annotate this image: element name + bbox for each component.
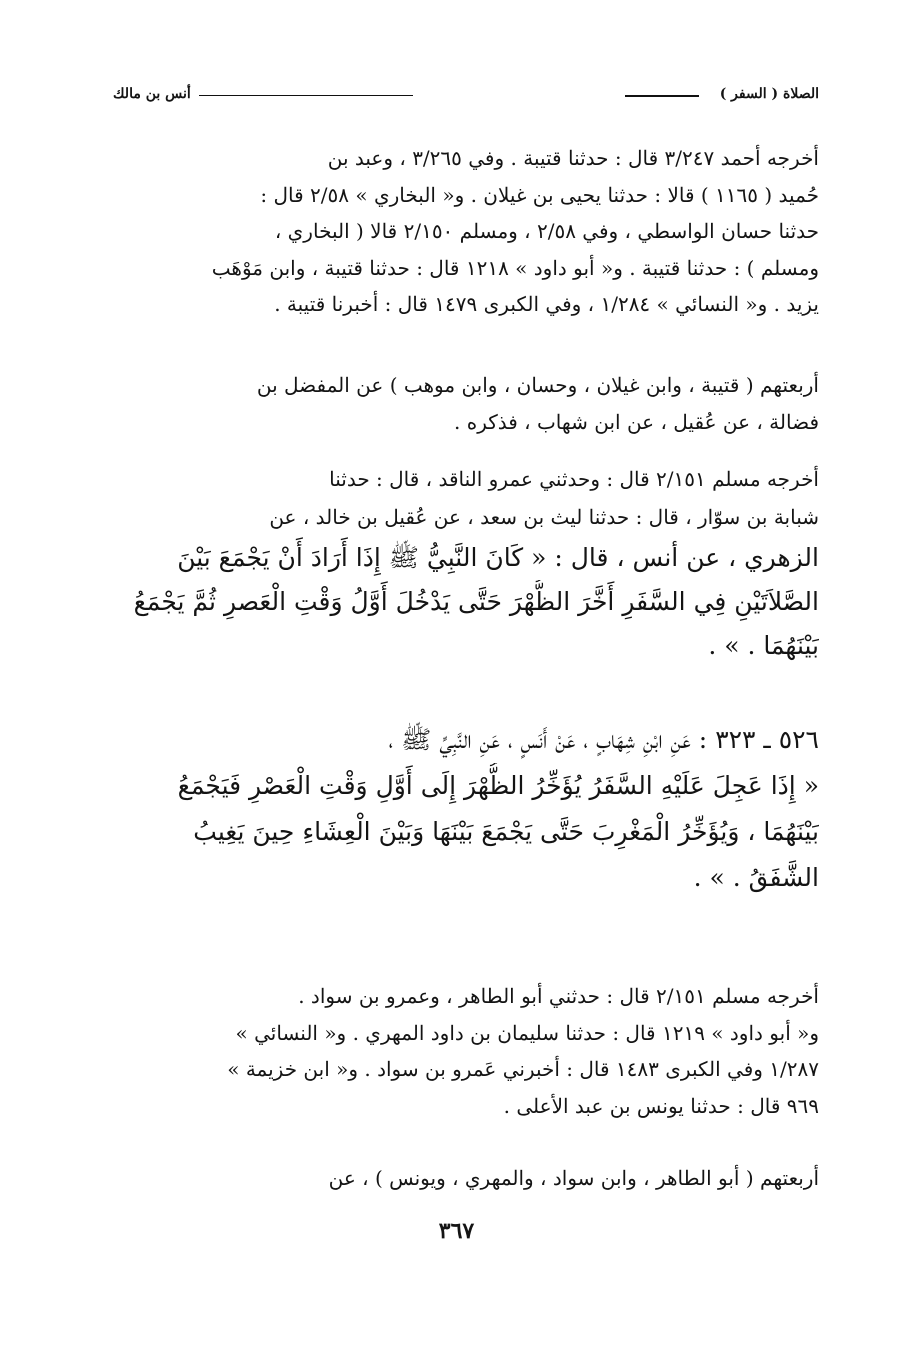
hadith-text-line: الزهري ، عن أنس ، قال : « كَانَ النَّبِيُّ ﷺ إِذَا أَرَادَ أَنْ يَجْمَعَ بَيْنَ [177,543,819,572]
text-line: أربعتهم ( قتيبة ، وابن غيلان ، وحسان ، وابن موهب ) عن المفضل بن [256,373,819,397]
header-narrator: أنس بن مالك [113,86,191,102]
text-line: أخرجه مسلم ٢/١٥١ قال : وحدثني عمرو الناقد ، قال : حدثنا [329,467,819,491]
takhrij-paragraph-3 [113,978,819,1124]
hadith-text-line: بَيْنَهُمَا . » . [708,631,819,660]
text-line: أربعتهم ( أبو الطاهر ، وابن سواد ، والمهري ، ويونس ) ، عن [328,1166,819,1190]
hadith-526 [113,717,819,901]
text-line: حدثنا حسان الواسطي ، وفي ٢/٥٨ ، ومسلم ٢/١٥٠ قالا ( البخاري ، [274,219,819,243]
text-line: أخرجه أحمد ٣/٢٤٧ قال : حدثنا قتيبة . وفي ٣/٢٦٥ ، وعبد بن [327,146,819,170]
hadith-text-line: الشَّفَقُ . » . [693,863,819,892]
text-line: شبابة بن سوّار ، قال : حدثنا ليث بن سعد ، عن عُقيل بن خالد ، عن [269,505,819,529]
header-rule-left [199,95,413,96]
hadith-text-line: بَيْنَهُمَا ، وَيُؤَخِّرُ الْمَغْرِبَ حَتَّى يَجْمَعَ بَيْنَهَا وَبَيْنَ الْعِشَاءِ حِينَ يَغِيبُ [193,817,819,846]
header-rule-right [625,95,699,97]
hadith-text-line: « إِذَا عَجِلَ عَلَيْهِ السَّفَرُ يُؤَخِّرُ الظُّهْرَ إِلَى أَوَّلِ وَقْتِ الْعَصْرِ فَيَجْمَعُ [177,771,819,800]
hadith-text-line: ٥٢٦ ـ ٣٢٣ : عَنِ ابْنِ شِهَابٍ ، عَنْ أَنَسٍ ، عَنِ النَّبِيِّ ﷺ ، [388,725,819,754]
isnad-summary-1 [113,367,819,440]
isnad-summary-2 [113,1160,819,1197]
running-header [113,82,819,110]
takhrij-paragraph-2 [113,460,819,668]
text-line: يزيد . و« النسائي » ١/٢٨٤ ، وفي الكبرى ١٤٧٩ قال : أخبرنا قتيبة . [274,292,819,316]
text-line: فضالة ، عن عُقيل ، عن ابن شهاب ، فذكره . [454,409,819,434]
text-line: حُميد ( ١١٦٥ ) قالا : حدثنا يحيى بن غيلان . و« البخاري » ٢/٥٨ قال : [260,182,819,207]
text-line: ١/٢٨٧ وفي الكبرى ١٤٨٣ قال : أخبرني عَمرو بن سواد . و« ابن خزيمة » [227,1057,819,1081]
header-chapter: الصلاة ( السفر ) [719,86,819,102]
text-line: أخرجه مسلم ٢/١٥١ قال : حدثني أبو الطاهر ، وعمرو بن سواد . [298,984,819,1008]
page-number: ٣٦٧ [438,1218,475,1244]
hadith-text-line: الصَّلاَتَيْنِ فِي السَّفَرِ أَخَّرَ الظُّهْرَ حَتَّى يَدْخُلَ أَوَّلُ وَقْتِ الْعَصرِ ثُمَّ يَجْمَعُ [133,587,819,616]
takhrij-paragraph-1 [113,140,819,323]
text-line: ومسلم ) : حدثنا قتيبة . و« أبو داود » ١٢١٨ قال : حدثنا قتيبة ، وابن مَوْهَب [211,255,819,280]
text-line: و« أبو داود » ١٢١٩ قال : حدثنا سليمان بن داود المهري . و« النسائي » [235,1020,819,1045]
text-line: ٩٦٩ قال : حدثنا يونس بن عبد الأعلى . [503,1093,819,1118]
